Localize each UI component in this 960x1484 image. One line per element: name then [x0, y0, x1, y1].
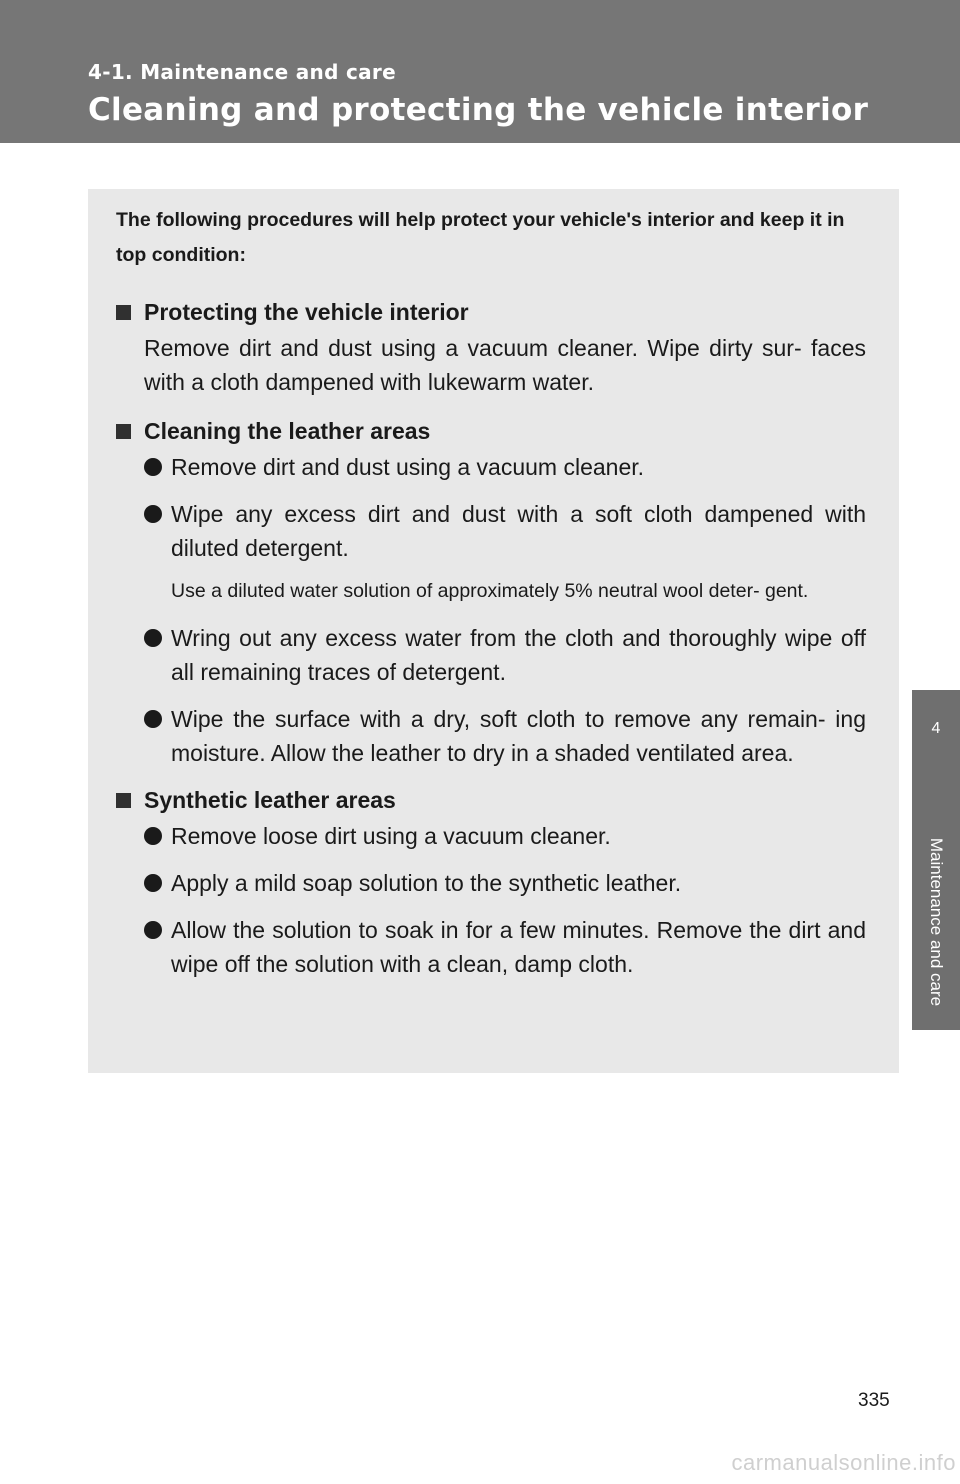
list-item-text: Wipe the surface with a dry, soft cloth to remove any remain- ing moisture. Allow the leather to dry in a shaded ventilated area. [171, 706, 866, 766]
round-bullet-icon [144, 505, 162, 523]
list-item [144, 913, 866, 981]
list-item [144, 702, 866, 770]
section-heading-synthetic [116, 783, 866, 817]
list-item [144, 450, 866, 484]
round-bullet-icon [144, 827, 162, 845]
list-item-text: Wipe any excess dirt and dust with a soft cloth dampened with diluted detergent. [171, 501, 866, 561]
content-inner [116, 203, 866, 994]
list-item [144, 621, 866, 689]
content-box [88, 189, 899, 1073]
chapter-number: 4 [931, 720, 941, 737]
list-item [144, 497, 866, 565]
square-bullet-icon [116, 305, 131, 320]
round-bullet-icon [144, 710, 162, 728]
round-bullet-icon [144, 874, 162, 892]
section-heading-text: Synthetic leather areas [144, 787, 396, 813]
list-item-text: Remove dirt and dust using a vacuum cleaner. [171, 454, 645, 480]
section-heading-text: Cleaning the leather areas [144, 418, 431, 444]
list-item [144, 819, 866, 853]
detergent-note: Use a diluted water solution of approximately 5% neutral wool deter- gent. [171, 580, 809, 602]
page-header [0, 0, 960, 143]
section-label: 4-1. Maintenance and care [88, 60, 396, 84]
round-bullet-icon [144, 458, 162, 476]
intro-text: The following procedures will help protect your vehicle's interior and keep it in top condition: [116, 209, 845, 266]
list-item-text: Allow the solution to soak in for a few minutes. Remove the dirt and wipe off the solution with a clean, damp cloth. [171, 917, 866, 977]
round-bullet-icon [144, 921, 162, 939]
section-heading-protecting [116, 295, 866, 329]
section-heading-text: Protecting the vehicle interior [144, 299, 469, 325]
list-item [144, 866, 866, 900]
list-item-text: Remove loose dirt using a vacuum cleaner. [171, 823, 611, 849]
list-item-text: Apply a mild soap solution to the synthetic leather. [171, 870, 682, 896]
round-bullet-icon [144, 629, 162, 647]
list-item-text: Wring out any excess water from the cloth and thoroughly wipe off all remaining traces of detergent. [171, 625, 866, 685]
section-paragraph: Remove dirt and dust using a vacuum cleaner. Wipe dirty sur- faces with a cloth dampened with lukewarm water. [144, 335, 866, 395]
chapter-title: Maintenance and care [927, 837, 946, 1007]
page-number: 335 [858, 1390, 890, 1411]
chapter-side-tab[interactable] [912, 690, 960, 1030]
square-bullet-icon [116, 424, 131, 439]
section-heading-leather [116, 414, 866, 448]
square-bullet-icon [116, 793, 131, 808]
page-title: Cleaning and protecting the vehicle interior [88, 92, 869, 128]
watermark: carmanualsonline.info [731, 1450, 956, 1475]
